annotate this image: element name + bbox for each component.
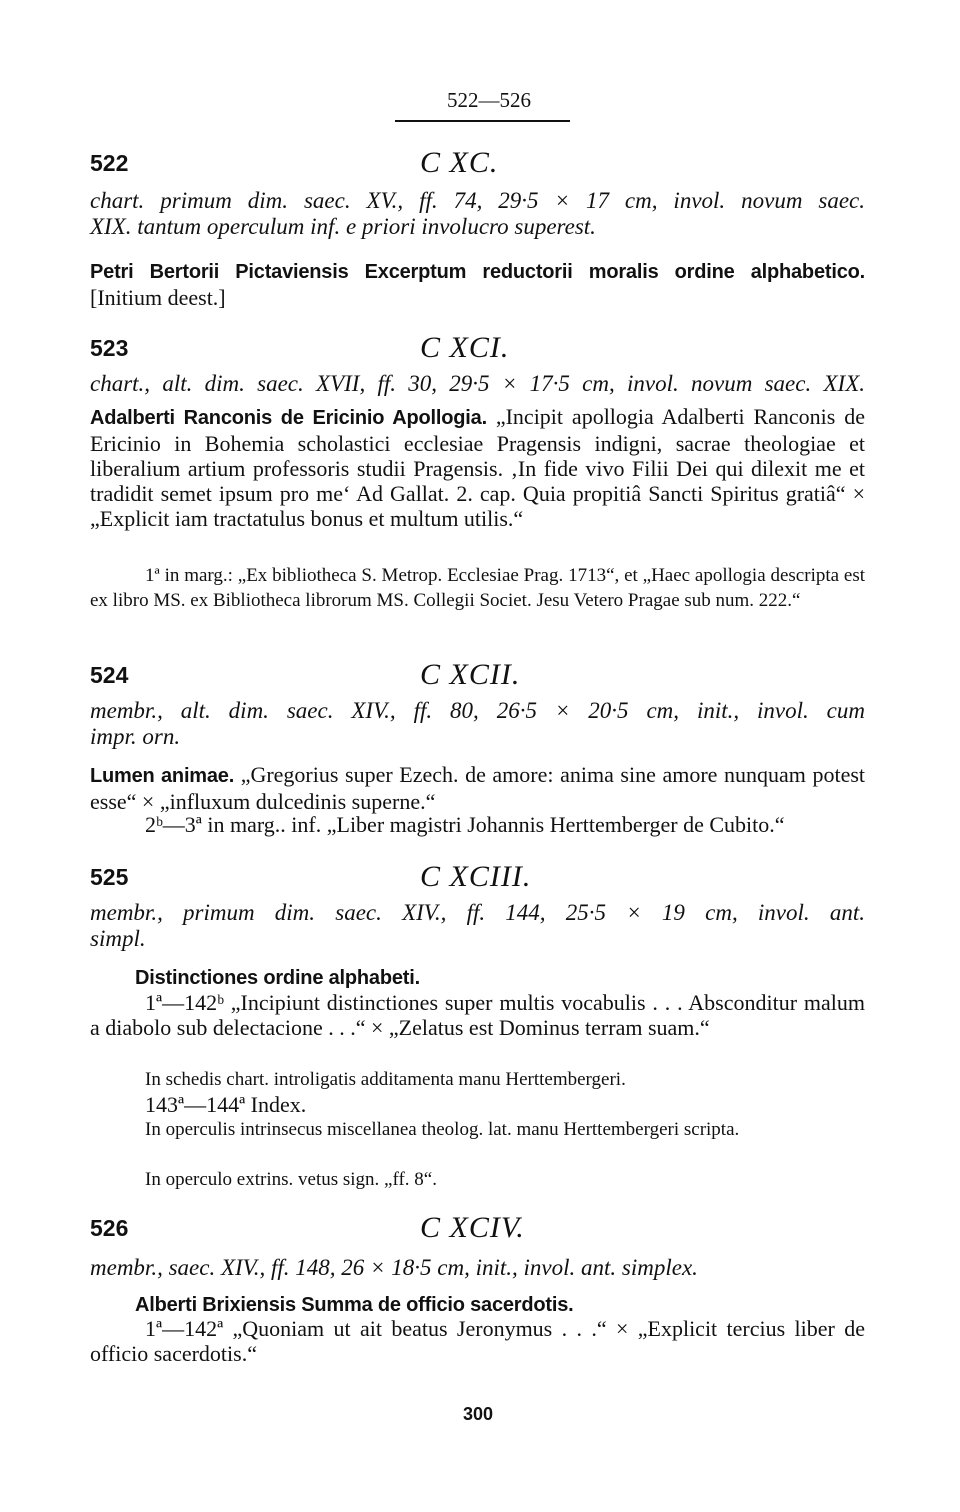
entry-content bbox=[90, 762, 865, 814]
entry-number: 524 bbox=[90, 662, 129, 688]
entry-title-line bbox=[90, 1291, 865, 1318]
entry-title: Adalberti Ranconis de Ericinio Apollogia. bbox=[90, 407, 487, 429]
entry-note: 1ª in marg.: „Ex bibliotheca S. Metrop. Ecclesiae Prag. 1713“, et „Haec apollogia descripta est ex libro MS. ex Bibliotheca librorum MS. Collegii Societ. Jesu Vetero Pragae sub num. 222.“ bbox=[90, 565, 865, 611]
entry-number: 523 bbox=[90, 335, 129, 361]
description-line: chart. primum dim. saec. XV., ff. 74, 29·5 × 17 cm, invol. novum saec. bbox=[90, 188, 865, 213]
entry-title: Petri Bertorii Pictaviensis Excerptum reductorii moralis ordine alphabetico. bbox=[90, 261, 865, 283]
entry-text: „Incipit apollogia Adalberti Ranconis de Ericinio in Bohemia scholastici ecclesiae Pragensis indigni, sacrae theologiae et liberalium artium professoris studii Pragensis. ‚In fide vivo Filii Dei qui dilexit me et tradidit semet ipsum pro me‘ Ad Gallat. 2. cap. Quia propitiâ Sancti Spiritus gratiâ“ × „Explicit iam tractatulus bonus et multum utilis.“ bbox=[90, 404, 866, 531]
entry-content bbox=[90, 258, 865, 310]
entry-number: 525 bbox=[90, 864, 129, 890]
entry-number: 526 bbox=[90, 1215, 129, 1241]
description-line: membr., primum dim. saec. XIV., ff. 144, 25·5 × 19 cm, invol. ant. bbox=[90, 900, 865, 925]
entry-shelfmark: C XC. bbox=[420, 146, 499, 179]
entry-text: 1ª—142ᵇ „Incipiunt distinctiones super multis vocabulis . . . Absconditur malum a diabolo sub delectacione . . .“ × „Zelatus est Dominus terram suam.“ bbox=[90, 990, 865, 1040]
entry-title: Distinctiones ordine alphabeti. bbox=[135, 967, 420, 989]
entry-title: Alberti Brixiensis Summa de officio sacerdotis. bbox=[135, 1294, 574, 1316]
entry-description bbox=[90, 698, 865, 750]
entry-title-line bbox=[90, 964, 865, 991]
entry-note: In schedis chart. introligatis additamenta manu Herttembergeri. bbox=[145, 1069, 626, 1090]
description-line: impr. orn. bbox=[90, 724, 181, 749]
entry-description bbox=[90, 371, 865, 397]
entry-index-line: 143ª—144ª Index. bbox=[145, 1092, 307, 1117]
description-line: XIX. tantum operculum inf. e priori involucro superest. bbox=[90, 214, 596, 239]
page-header-range: 522—526 bbox=[447, 88, 531, 112]
description-line: simpl. bbox=[90, 926, 146, 951]
entry-note: In operculis intrinsecus miscellanea theolog. lat. manu Herttembergeri scripta. bbox=[145, 1119, 740, 1140]
entry-note: In operculo extrins. vetus sign. „ff. 8“. bbox=[145, 1169, 437, 1190]
entry-shelfmark: C XCII. bbox=[420, 658, 521, 691]
entry-content bbox=[90, 404, 865, 531]
entry-description bbox=[90, 900, 865, 952]
entry-text: 1ª—142ª „Quoniam ut ait beatus Jeronymus . . .“ × „Explicit tercius liber de officio sacerdotis.“ bbox=[90, 1316, 865, 1366]
description-line: chart., alt. dim. saec. XVII, ff. 30, 29·5 × 17·5 cm, invol. novum saec. XIX. bbox=[90, 371, 865, 396]
entry-description bbox=[90, 1255, 865, 1281]
entry-marginal-line: 2ᵇ—3ª in marg.. inf. „Liber magistri Johannis Herttemberger de Cubito.“ bbox=[145, 812, 785, 837]
page-number: 300 bbox=[462, 1404, 494, 1424]
description-line: membr., saec. XIV., ff. 148, 26 × 18·5 cm, init., invol. ant. simplex. bbox=[90, 1255, 698, 1280]
entry-title: Lumen animae. bbox=[90, 765, 235, 787]
entry-shelfmark: C XCIII. bbox=[420, 860, 532, 893]
entry-text: „Gregorius super Ezech. de amore: anima sine amore nunquam potest esse“ × „influxum dulcedinis superne.“ bbox=[90, 762, 866, 814]
description-line: membr., alt. dim. saec. XIV., ff. 80, 26·5 × 20·5 cm, init., invol. cum bbox=[90, 698, 865, 723]
entry-number: 522 bbox=[90, 150, 129, 176]
entry-shelfmark: C XCI. bbox=[420, 331, 510, 364]
header-rule bbox=[395, 120, 570, 122]
entry-description bbox=[90, 188, 865, 240]
entry-text: [Initium deest.] bbox=[90, 285, 226, 310]
entry-shelfmark: C XCIV. bbox=[420, 1211, 525, 1244]
